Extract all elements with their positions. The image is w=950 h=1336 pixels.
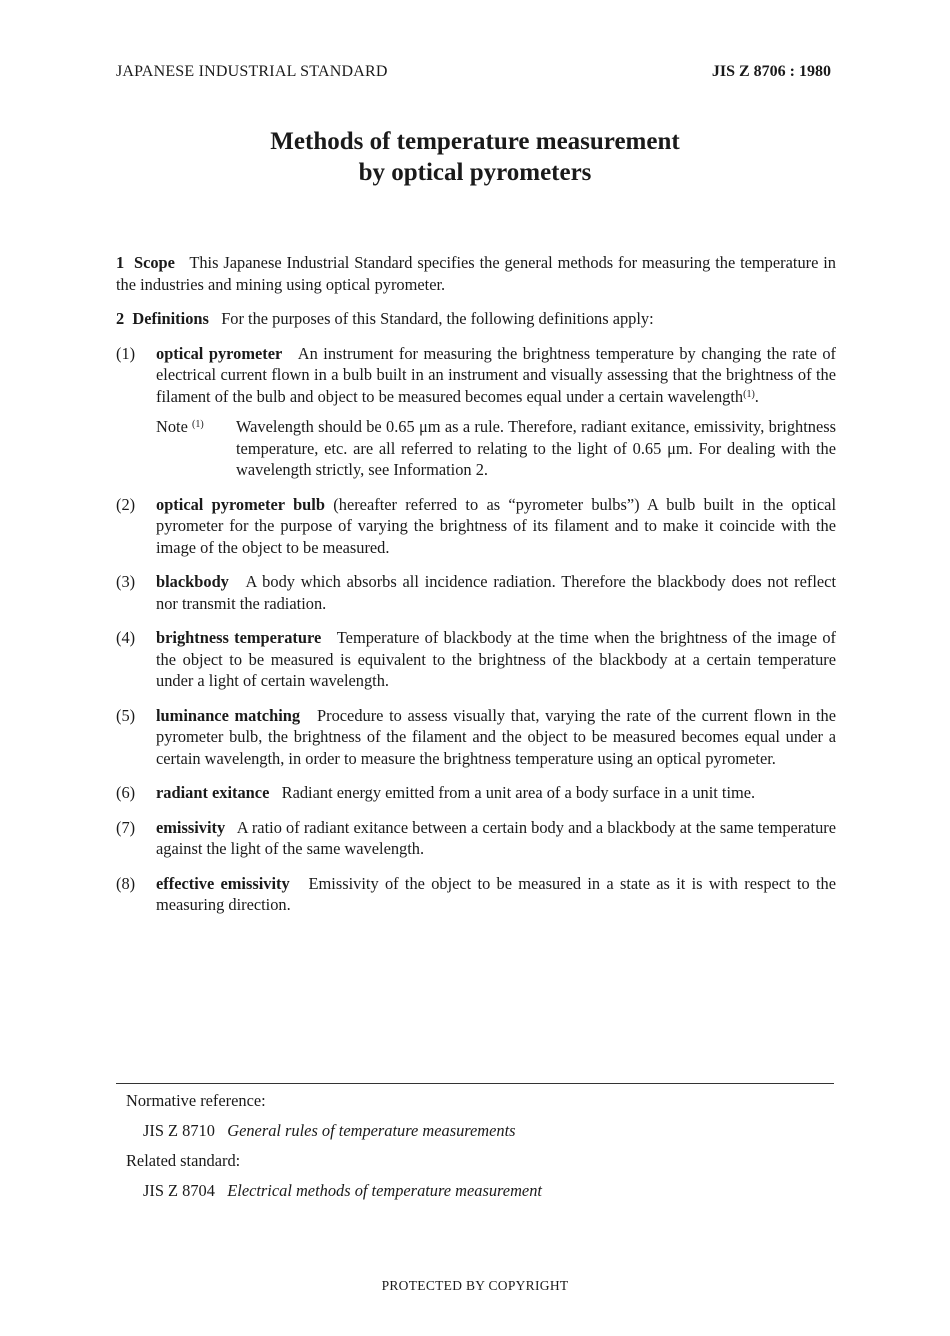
title-line-1: Methods of temperature measurement xyxy=(270,128,680,155)
references-block xyxy=(126,1090,542,1210)
note-label xyxy=(156,416,204,438)
footnote-ref: (1) xyxy=(743,388,755,400)
definition-item xyxy=(116,627,836,692)
definition-item xyxy=(116,494,836,559)
definition-term: effective emissivity xyxy=(156,873,290,893)
definition-term: optical pyrometer xyxy=(156,343,283,363)
definition-text: Temperature of blackbody at the time when the brightness of the image of the object to be measured is equivalent to the brightness of the blackbody at a certain temperature under a light of certain wavelength. xyxy=(156,628,836,690)
note xyxy=(156,416,836,481)
document-title xyxy=(0,126,950,188)
definitions-intro: For the purposes of this Standard, the following definitions apply: xyxy=(221,309,654,328)
standard-header: JAPANESE INDUSTRIAL STANDARD xyxy=(116,63,388,80)
definition-item xyxy=(116,571,836,614)
related-standard-title: Electrical methods of temperature measurement xyxy=(227,1181,542,1200)
definition-item xyxy=(116,705,836,770)
definition-text: A body which absorbs all incidence radiation. Therefore the blackbody does not reflect nor transmit the radiation. xyxy=(156,572,837,613)
definition-text: Emissivity of the object to be measured in a state as it is with respect to the measuring direction. xyxy=(156,873,836,914)
definitions-heading: 2 Definitions xyxy=(116,309,209,328)
note-label-text: Note xyxy=(156,417,188,436)
definition-number: (6) xyxy=(116,783,136,802)
related-standard-label: Related standard: xyxy=(126,1151,241,1170)
title-line-2: by optical pyrometers xyxy=(358,159,592,186)
definition-text: An instrument for measuring the brightness temperature by changing the rate of electrical current flown in a bulb built in an instrument and visually assessing that the brightness of the filament of the bulb and object to be measured becomes equal under a certain wavelength xyxy=(156,343,836,406)
definition-item xyxy=(116,873,836,916)
definition-term: radiant exitance xyxy=(156,783,270,802)
scope-section xyxy=(116,252,836,295)
document-body xyxy=(116,252,836,929)
normative-reference-label: Normative reference: xyxy=(126,1091,266,1110)
note-text: Wavelength should be 0.65 μm as a rule. Therefore, radiant exitance, emissivity, brightness temperature, etc. are all referred to relating to the light of 0.65 μm. For dealing with the wavelength strictly, see Information 2. xyxy=(236,417,836,479)
related-standard-code: JIS Z 8704 xyxy=(143,1181,215,1200)
definition-text: Radiant energy emitted from a unit area of a body surface in a unit time. xyxy=(281,783,756,802)
definition-item xyxy=(116,343,836,408)
scope-heading: 1 Scope xyxy=(116,253,175,272)
copyright-footer: PROTECTED BY COPYRIGHT xyxy=(381,1278,569,1293)
scope-text: This Japanese Industrial Standard specifies the general methods for measuring the temperature in the industries and mining using optical pyrometer. xyxy=(116,253,837,294)
definition-term: blackbody xyxy=(156,572,229,591)
footnote-divider xyxy=(116,1083,834,1084)
definition-number: (1) xyxy=(116,343,136,363)
definition-end: . xyxy=(754,386,759,406)
note-ref: (1) xyxy=(191,419,204,430)
normative-reference xyxy=(126,1120,542,1141)
definition-number: (7) xyxy=(116,817,136,837)
related-standard xyxy=(126,1180,542,1201)
definition-item xyxy=(116,817,836,860)
normative-reference-code: JIS Z 8710 xyxy=(143,1121,215,1140)
definition-text: (hereafter referred to as “pyrometer bulbs”) A bulb built in the optical pyrometer for the purpose of varying the brightness of its filament and to make it coincide with the image of the object to be measured. xyxy=(156,494,836,557)
definition-number: (3) xyxy=(116,572,136,591)
normative-reference-title: General rules of temperature measurements xyxy=(227,1121,516,1140)
definition-text: Procedure to assess visually that, varying the rate of the current flown in the pyrometer bulb, the brightness of the filament and the object to be measured becomes equal under a certain wavelength, in order to measure the brightness temperature using an optical pyrometer. xyxy=(156,705,837,768)
definition-item xyxy=(116,782,836,804)
definition-term: optical pyrometer bulb xyxy=(156,494,325,514)
definition-number: (8) xyxy=(116,873,136,893)
definition-number: (5) xyxy=(116,705,136,725)
definition-text: A ratio of radiant exitance between a certain body and a blackbody at the same temperature against the light of the same wavelength. xyxy=(156,817,837,858)
definition-term: brightness temperature xyxy=(156,628,322,647)
definition-number: (4) xyxy=(116,628,136,647)
definition-number: (2) xyxy=(116,494,136,514)
definition-term: emissivity xyxy=(156,817,226,837)
definition-term: luminance matching xyxy=(156,705,301,725)
definitions-section xyxy=(116,308,836,330)
standard-number: JIS Z 8706 : 1980 xyxy=(711,63,831,80)
